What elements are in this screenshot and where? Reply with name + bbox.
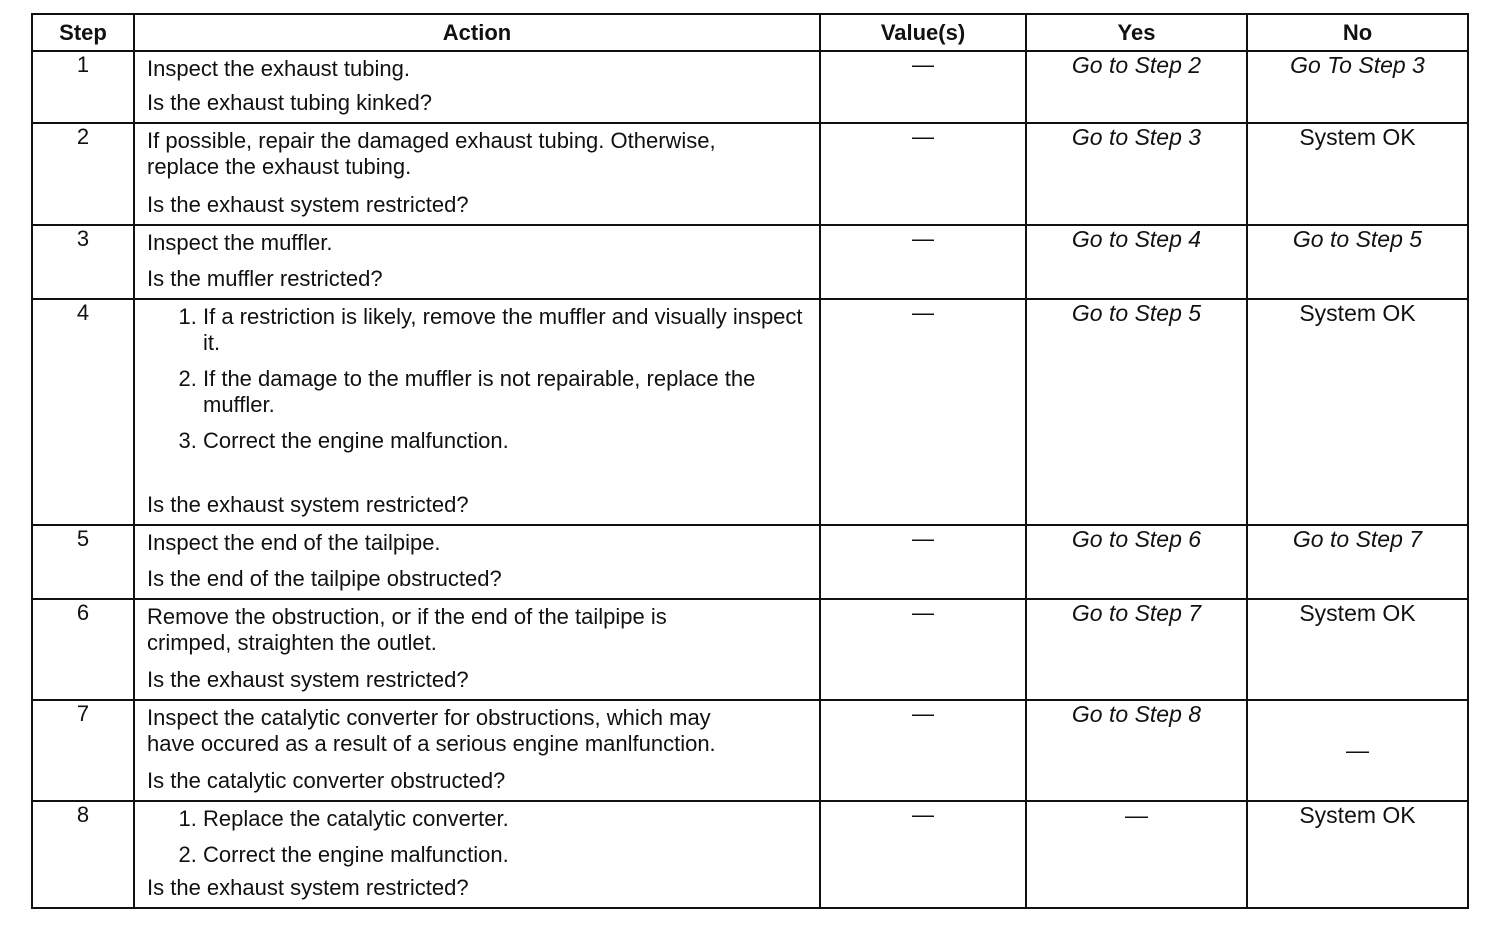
action-cell xyxy=(134,700,820,801)
action-text: crimped, straighten the outlet. xyxy=(147,630,437,655)
table-row xyxy=(32,599,1468,700)
yes-cell: Go to Step 7 xyxy=(1026,599,1247,700)
action-text: Inspect the muffler. xyxy=(147,230,333,255)
yes-cell: — xyxy=(1026,801,1247,908)
action-question: Is the exhaust tubing kinked? xyxy=(147,90,432,115)
table-row xyxy=(32,700,1468,801)
table-row xyxy=(32,51,1468,123)
action-text: have occured as a result of a serious engine manlfunction. xyxy=(147,731,716,756)
header-yes: Yes xyxy=(1026,14,1247,51)
table-row xyxy=(32,299,1468,525)
action-question: Is the catalytic converter obstructed? xyxy=(147,768,506,793)
yes-cell: Go to Step 3 xyxy=(1026,123,1247,225)
header-action: Action xyxy=(134,14,820,51)
action-question: Is the muffler restricted? xyxy=(147,266,383,291)
action-list-item: 3. Correct the engine malfunction. xyxy=(203,428,809,454)
no-cell: System OK xyxy=(1247,599,1468,700)
yes-cell: Go to Step 6 xyxy=(1026,525,1247,599)
step-number: 3 xyxy=(32,225,134,299)
diagnostic-table xyxy=(31,13,1469,909)
action-text: Inspect the exhaust tubing. xyxy=(147,56,410,81)
table-row xyxy=(32,225,1468,299)
action-list xyxy=(147,806,809,868)
yes-cell: Go to Step 5 xyxy=(1026,299,1247,525)
action-cell xyxy=(134,801,820,908)
value-cell: — xyxy=(820,51,1026,123)
action-list-item: 2. Correct the engine malfunction. xyxy=(203,842,809,868)
header-no: No xyxy=(1247,14,1468,51)
action-cell xyxy=(134,299,820,525)
action-list-item: 2. If the damage to the muffler is not repairable, replace the muffler. xyxy=(203,366,809,418)
yes-cell: Go to Step 2 xyxy=(1026,51,1247,123)
table-row xyxy=(32,525,1468,599)
no-cell: System OK xyxy=(1247,299,1468,525)
action-cell xyxy=(134,525,820,599)
action-question: Is the exhaust system restricted? xyxy=(147,492,469,517)
no-cell: — xyxy=(1247,700,1468,801)
yes-cell: Go to Step 8 xyxy=(1026,700,1247,801)
action-cell xyxy=(134,123,820,225)
action-question: Is the exhaust system restricted? xyxy=(147,667,469,692)
no-cell: Go To Step 3 xyxy=(1247,51,1468,123)
value-cell: — xyxy=(820,299,1026,525)
action-cell xyxy=(134,225,820,299)
action-list xyxy=(147,304,809,454)
action-question: Is the exhaust system restricted? xyxy=(147,192,469,217)
action-text: If possible, repair the damaged exhaust tubing. Otherwise, xyxy=(147,128,716,153)
value-cell: — xyxy=(820,123,1026,225)
step-number: 2 xyxy=(32,123,134,225)
value-cell: — xyxy=(820,599,1026,700)
action-question: Is the end of the tailpipe obstructed? xyxy=(147,566,502,591)
step-number: 7 xyxy=(32,700,134,801)
value-cell: — xyxy=(820,801,1026,908)
value-cell: — xyxy=(820,525,1026,599)
header-step: Step xyxy=(32,14,134,51)
yes-cell: Go to Step 4 xyxy=(1026,225,1247,299)
no-cell: System OK xyxy=(1247,123,1468,225)
table-row xyxy=(32,801,1468,908)
action-text: replace the exhaust tubing. xyxy=(147,154,412,179)
step-number: 4 xyxy=(32,299,134,525)
action-list-item: 1. Replace the catalytic converter. xyxy=(203,806,809,832)
header-row xyxy=(32,14,1468,51)
action-cell xyxy=(134,51,820,123)
step-number: 8 xyxy=(32,801,134,908)
no-cell: Go to Step 5 xyxy=(1247,225,1468,299)
no-cell: Go to Step 7 xyxy=(1247,525,1468,599)
action-text: Inspect the end of the tailpipe. xyxy=(147,530,441,555)
action-question: Is the exhaust system restricted? xyxy=(147,875,469,900)
action-text: Inspect the catalytic converter for obstructions, which may xyxy=(147,705,711,730)
step-number: 5 xyxy=(32,525,134,599)
table-row xyxy=(32,123,1468,225)
value-cell: — xyxy=(820,700,1026,801)
value-cell: — xyxy=(820,225,1026,299)
action-cell xyxy=(134,599,820,700)
no-cell: System OK xyxy=(1247,801,1468,908)
step-number: 6 xyxy=(32,599,134,700)
action-text: Remove the obstruction, or if the end of the tailpipe is xyxy=(147,604,667,629)
action-list-item: 1. If a restriction is likely, remove the muffler and visually inspect it. xyxy=(203,304,809,356)
step-number: 1 xyxy=(32,51,134,123)
header-values: Value(s) xyxy=(820,14,1026,51)
